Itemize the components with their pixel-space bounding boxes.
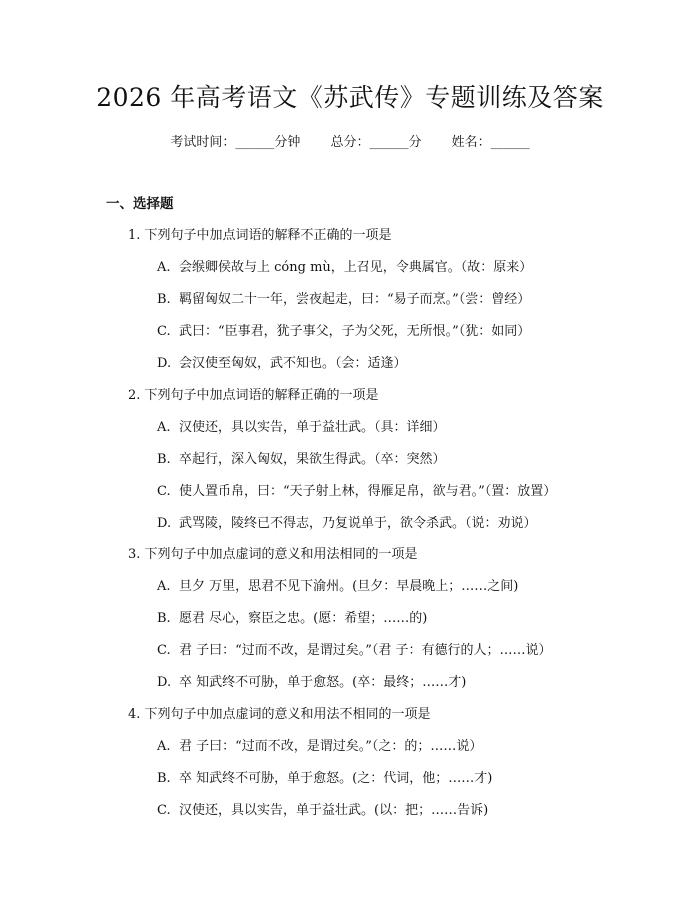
question-stem: 2. 下列句子中加点词语的解释正确的一项是 (128, 388, 379, 403)
option-a (157, 256, 532, 275)
option-b (157, 607, 427, 626)
option-label: A. (157, 579, 171, 594)
option-text: 君 子曰：“过而不改，是谓过矣。”（之：的；……说） (179, 739, 483, 754)
option-label: B. (157, 611, 171, 626)
option-label: D. (157, 675, 172, 690)
option-b (157, 288, 530, 307)
option-a (157, 416, 446, 435)
option-label: A. (157, 739, 171, 754)
option-label: C. (157, 803, 171, 818)
option-b (157, 448, 446, 467)
question-stem: 3. 下列句子中加点虚词的意义和用法相同的一项是 (128, 547, 418, 562)
option-label: C. (157, 484, 171, 499)
option-text: 羁留匈奴二十一年，尝夜起走，曰：“易子而烹。”（尝：曾经） (179, 292, 531, 307)
option-d (157, 512, 537, 531)
option-label: B. (157, 452, 171, 467)
option-b (157, 767, 492, 786)
option-text: 卒起行，深入匈奴，果欲生得武。（卒：突然） (179, 452, 446, 467)
option-label: B. (157, 292, 171, 307)
option-text: 武曰：“臣事君，犹子事父，子为父死，无所恨。”（犹：如同） (179, 324, 531, 339)
option-text: 卒 知武终不可胁，单于愈怒。(卒：最终；……才) (179, 675, 467, 690)
option-text: 愿君 尽心，察臣之忠。(愿：希望；……的) (179, 611, 428, 626)
student-name: 姓名：______ (451, 135, 530, 150)
section-heading: 一、选择题 (106, 196, 174, 212)
option-d (157, 352, 407, 371)
page-title: 2026 年高考语文《苏武传》专题训练及答案 (96, 83, 604, 112)
question-stem: 1. 下列句子中加点词语的解释不正确的一项是 (128, 228, 392, 243)
option-text: 君 子曰：“过而不改，是谓过矣。”（君 子：有德行的人；……说） (179, 643, 552, 658)
exam-info (0, 131, 700, 150)
option-text: 汉使还，具以实告，单于益壮武。（具：详细） (179, 420, 446, 435)
option-text: 使人置币帛，曰：“天子射上林，得雁足帛，欲与君。”（置：放置） (179, 484, 557, 499)
question-stem: 4. 下列句子中加点虚词的意义和用法不相同的一项是 (128, 707, 431, 722)
option-text: 汉使还，具以实告，单于益壮武。(以：把；……告诉) (179, 803, 489, 818)
total-score: 总分：______分 (330, 135, 422, 150)
option-text: 会缑卿侯故与上 cóng mù，上召见，令典属官。（故：原来） (179, 260, 533, 275)
option-c (157, 480, 556, 499)
option-d (157, 671, 466, 690)
option-text: 会汉使至匈奴，武不知也。（会：适逢） (179, 356, 407, 371)
option-label: B. (157, 771, 171, 786)
option-c (157, 320, 530, 339)
option-label: C. (157, 324, 171, 339)
exam-time: 考试时间：______分钟 (170, 135, 301, 150)
option-text: 旦夕 万里，思君不见下渝州。(旦夕：早晨晚上；……之间) (179, 579, 519, 594)
option-label: A. (157, 420, 171, 435)
option-a (157, 735, 482, 754)
option-label: C. (157, 643, 171, 658)
option-c (157, 639, 552, 658)
option-c (157, 799, 488, 818)
option-label: A. (157, 260, 171, 275)
option-label: D. (157, 356, 172, 371)
option-text: 武骂陵，陵终已不得志，乃复说单于，欲令杀武。（说：劝说） (179, 516, 537, 531)
option-a (157, 575, 518, 594)
option-label: D. (157, 516, 172, 531)
option-text: 卒 知武终不可胁，单于愈怒。(之：代词，他；……才) (179, 771, 493, 786)
